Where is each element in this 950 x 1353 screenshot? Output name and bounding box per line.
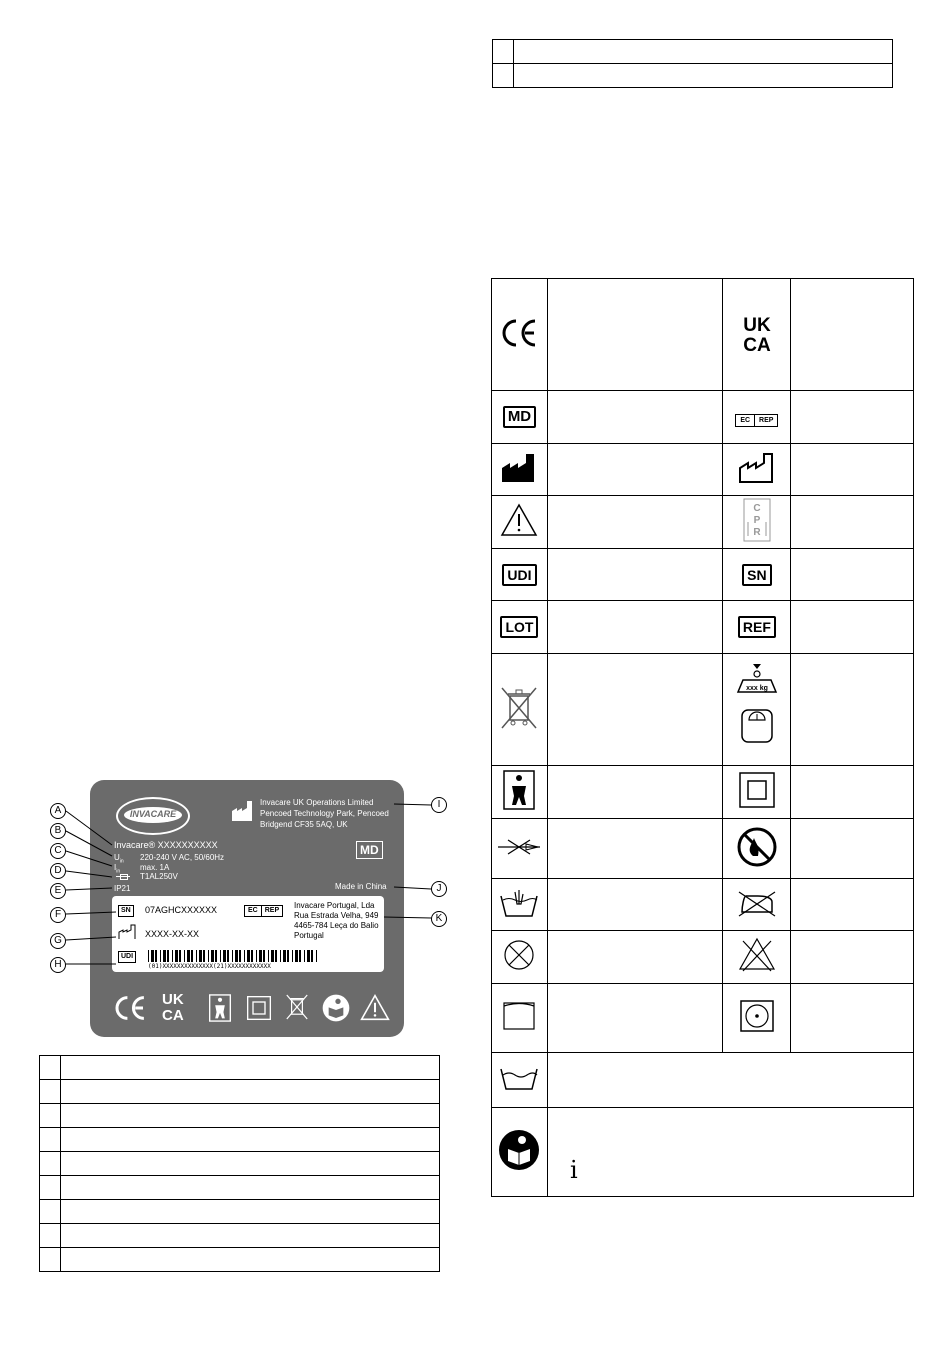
ec-rep-address-2: Rua Estrada Velha, 949 (294, 911, 379, 920)
uk-text: UK (743, 314, 771, 336)
callout-g: G (50, 933, 66, 949)
callout-d: D (50, 863, 66, 879)
label-ca-text: CA (162, 1007, 184, 1024)
fuse-value: T1AL250V (140, 872, 178, 881)
bottom-left-table (39, 1055, 440, 1272)
voltage-symbol: $U_{in}$ (114, 853, 124, 865)
manufacturer-line-3: Bridgend CF35 5AQ, UK (260, 820, 348, 829)
cpr-c: C (753, 503, 761, 514)
callout-e: E (50, 883, 66, 899)
lot-badge: LOT (500, 616, 538, 638)
voltage-value: 220-240 V AC, 50/60Hz (140, 853, 225, 862)
rep-text: REP (759, 417, 774, 424)
ec-rep-badge: EC REP (244, 905, 283, 917)
callout-c: C (50, 843, 66, 859)
callout-h: H (50, 957, 66, 973)
udi-badge: UDI (502, 564, 536, 586)
table-cell (40, 1152, 61, 1176)
product-name: Invacare® XXXXXXXXXX (114, 840, 218, 850)
manufacture-date: XXXX-XX-XX (145, 929, 200, 939)
ip-rating: IP21 (114, 884, 131, 893)
table-cell (61, 1200, 440, 1224)
manufacturer-line-2: Pencoed Technology Park, Pencoed (260, 809, 389, 818)
invacare-logo-text: INVACARE (129, 809, 177, 819)
label-uk-text: UK (162, 991, 184, 1008)
ec-rep-address-1: Invacare Portugal, Lda (294, 901, 375, 910)
table-cell (61, 1224, 440, 1248)
table-cell (61, 1128, 440, 1152)
sn-badge: SN (118, 905, 134, 917)
udi-badge: UDI (118, 951, 136, 963)
table-cell (61, 1152, 440, 1176)
ec-text: EC (736, 415, 755, 426)
table-cell (61, 1248, 440, 1272)
callout-a: A (50, 803, 66, 819)
current-symbol: $I_{in}$ (114, 863, 121, 875)
table-cell (40, 1248, 61, 1272)
callout-b: B (50, 823, 66, 839)
callout-j: J (431, 881, 447, 897)
table-cell (61, 1104, 440, 1128)
table-cell (40, 1128, 61, 1152)
info-icon: i (569, 1156, 578, 1184)
md-badge: MD (503, 406, 536, 428)
table-cell (61, 1080, 440, 1104)
serial-number: 07AGHCXXXXXX (145, 905, 218, 915)
sn-badge: SN (742, 564, 771, 586)
table-cell (40, 1200, 61, 1224)
callout-k: K (431, 911, 447, 927)
table-cell (40, 1176, 61, 1200)
callout-i: I (431, 797, 447, 813)
manufacturer-line-1: Invacare UK Operations Limited (260, 798, 374, 807)
cpr-r: R (753, 527, 761, 538)
ec-rep-address-3: 4465-784 Leça do Balio (294, 921, 379, 930)
ref-badge: REF (738, 616, 776, 638)
barcode-text: (01)XXXXXXXXXXXXXX(21)XXXXXXXXXXXX (148, 963, 271, 970)
callout-f: F (50, 907, 66, 923)
table-cell (40, 1056, 61, 1080)
ec-rep-address-4: Portugal (294, 931, 324, 940)
ca-text: CA (743, 334, 771, 353)
md-badge: MD (356, 841, 383, 859)
table-cell (61, 1176, 440, 1200)
table-cell (61, 1056, 440, 1080)
table-cell (40, 1080, 61, 1104)
current-value: max. 1A (140, 863, 170, 872)
table-cell (40, 1224, 61, 1248)
weight-text: xxx kg (745, 684, 768, 692)
made-in: Made in China (335, 882, 387, 891)
cpr-p: P (753, 515, 761, 526)
table-cell (40, 1104, 61, 1128)
